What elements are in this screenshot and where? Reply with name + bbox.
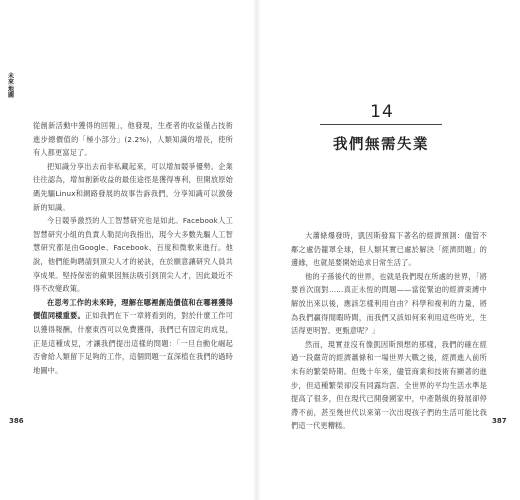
left-page-number: 386 <box>9 417 24 425</box>
left-paragraph-1: 從創新活動中獲得的回報」，他發現，生產者的收益僅占技術進步總價值的「極小部分」(2.2%)，人類知識的增長，使所有人都更富足了。 <box>33 121 233 158</box>
left-page-body <box>33 119 233 377</box>
right-paragraph-1: 大蕭條爆發時，凱因斯發寫下著名的經濟預測：儘管不鄰之處仍籠罩全球，但人類其實已處於解決「經濟問題」的邊緣，也就是要開始追求日常生活了。 <box>291 231 487 268</box>
chapter-title: 我們無需失業 <box>333 137 429 153</box>
right-page-body <box>291 229 487 433</box>
left-paragraph-3: 今日競爭激烈的人工智慧研究也是如此。Facebook人工智慧研究小組的負責人勒昆向我指出，現今大多數先驅人工智慧研究都是由Google、Facebook、百度和微軟來進行。他說，他們能夠聘請到頂尖人才的祕訣，在於願意讓研究人員共享成果。堅持保密的蘋果因無法吸引到頂尖人才，因此最近不得不改變政策。 <box>33 216 233 294</box>
left-page <box>0 0 256 500</box>
right-page-number: 387 <box>492 417 507 425</box>
chapter-number: 14 <box>370 102 394 122</box>
running-head: 未來地圖 <box>7 73 14 100</box>
chapter-divider <box>320 124 442 125</box>
right-paragraph-3: 然而，現實並沒有像凱因斯預想的那樣，我們的確在經過一段嚴苛的經濟蕭條和一場世界大戰之後，經濟進入前所未有的繁榮時期。但幾十年來，儘管商業和技術有顯著的進步，但這種繁榮卻沒有同露均霑。全世界的平均生活水準是提高了很多，但在現代已開發國家中，中產階級的發展卻停滯不前，甚至幾世代以來第一次出現孩子們的生活可能比我們這一代更糟糕。 <box>291 339 487 431</box>
left-paragraph-4: 在思考工作的未來時，理解在哪裡創造價值和在哪裡獲得價值同樣重要。正如我們在下一章將看到的，對於什麼工作可以獲得報酬，什麼東西可以免費獲得，我們已有固定的成見，正是這種成見，才讓我們提出這樣的問題：「一旦自動化崛起否會給人類留下足夠的工作，這個問題一直深植在我們的過時地圖中。 <box>33 297 233 375</box>
right-paragraph-2: 他的子孫後代的世界，也就是我們現在所處的世界，「將要首次面對……真正永恆的問題——當從緊迫的經濟束縛中解放出來以後，應該怎樣利用自由？科學和複利的力量，將為我們贏得閒暇時間，而我們又該如何來利用這些時光，生活得更明智、更甄意呢？」 <box>291 271 487 336</box>
left-paragraph-2: 把知識分享出去而非私藏起來，可以增加競爭優勢。企業往往認為，增加創新收益的最佳途徑是獲得專利，但開放原始碼先驅Linux和網路發展的故事告訴我們，分享知識可以激發新的知識。 <box>33 161 233 212</box>
